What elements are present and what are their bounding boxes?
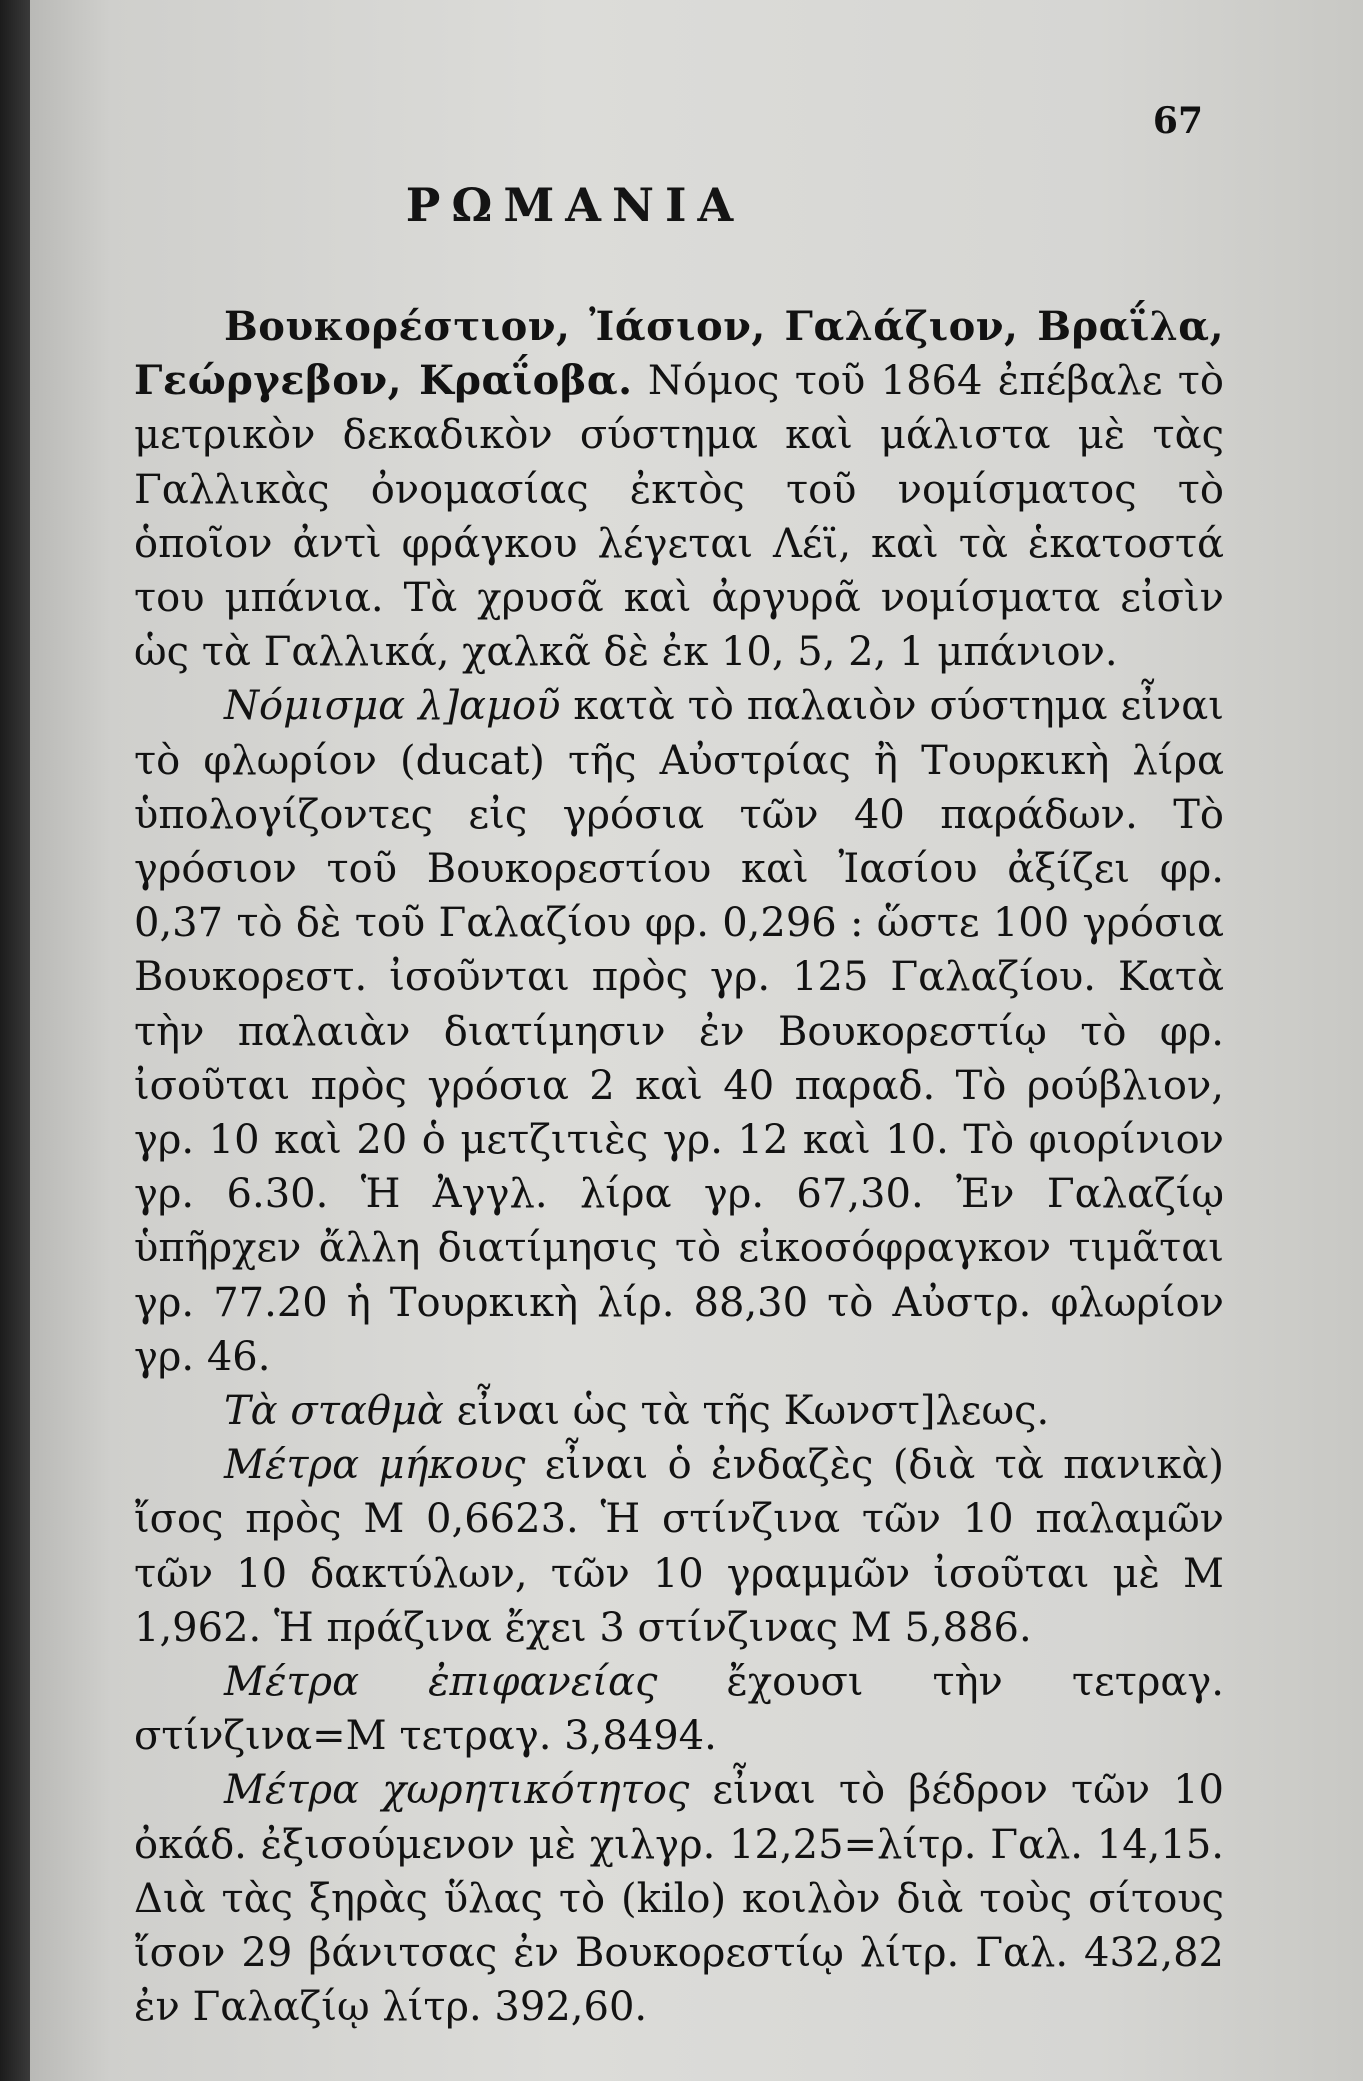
page-number: 67	[1152, 100, 1203, 142]
paragraph-capacity-measures	[134, 1763, 1224, 2034]
paragraph-lead: Νόμισμα λ]αμοῦ	[224, 683, 561, 730]
paragraph-text: εἶναι ὁ ἐνδαζὲς (διὰ τὰ πανικὰ) ἴσος πρὸς Μ 0,6623. Ἡ στίνζινα τῶν 10 παλαμῶν τῶν 10 δακτύλων, τῶν 10 γραμμῶν ἰσοῦται μὲ Μ 1,962. Ἡ πράζινα ἔχει 3 στίνζινας Μ 5,886.	[134, 1442, 1224, 1651]
paragraph-lead: Βουκορέστιον, Ἰάσιον, Γαλάζιον, Βραΐλα, Γεώργεβον, Κραΐοβα.	[134, 303, 1224, 405]
paragraph-lead: Μέτρα μήκους	[224, 1442, 526, 1489]
paragraph-text: ἔχουσι τὴν τετραγ. στίνζινα=Μ τετραγ. 3,8494.	[134, 1659, 1224, 1760]
paragraph-area-measures	[134, 1655, 1224, 1763]
book-gutter	[0, 0, 30, 2081]
book-page	[30, 0, 1363, 2081]
paragraph-lead: Τὰ σταθμὰ	[224, 1388, 444, 1435]
paragraph-lead: Μέτρα χωρητικότητος	[224, 1767, 690, 1814]
paragraph-length-measures	[134, 1438, 1224, 1655]
paragraph-currency	[134, 679, 1224, 1384]
page-title: ΡΩΜΑΝΙΑ	[405, 178, 745, 232]
paragraph-text: Νόμος τοῦ 1864 ἐπέβαλε τὸ μετρικὸν δεκαδικὸν σύστημα καὶ μάλιστα μὲ τὰς Γαλλικὰς ὀνομασίας ἐκτὸς τοῦ νομίσματος τὸ ὁποῖον ἀντὶ φράγκου λέγεται Λέϊ, καὶ τὰ ἑκατοστά του μπάνια. Τὰ χρυσᾶ καὶ ἀργυρᾶ νομίσματα εἰσὶν ὡς τὰ Γαλλικά, χαλκᾶ δὲ ἐκ 10, 5, 2, 1 μπάνιον.	[134, 358, 1224, 676]
paragraph-text: εἶναι ὡς τὰ τῆς Κωνστ]λεως.	[443, 1388, 1050, 1435]
paragraph-text: εἶναι τὸ βέδρον τῶν 10 ὀκάδ. ἐξισούμενον μὲ χιλγρ. 12,25=λίτρ. Γαλ. 14,15. Διὰ τὰς ξηρὰς ὕλας τὸ (kilo) κοιλὸν διὰ τοὺς σίτους ἴσον 29 βάνιτσας ἐν Βουκορεστίῳ λίτρ. Γαλ. 432,82 ἐν Γαλαζίῳ λίτρ. 392,60.	[134, 1767, 1224, 2031]
page-body	[134, 300, 1224, 2035]
paragraph-lead: Μέτρα ἐπιφανείας	[224, 1659, 658, 1706]
paragraph-romania-cities	[134, 300, 1224, 679]
paragraph-weights	[134, 1384, 1224, 1438]
paragraph-text: κατὰ τὸ παλαιὸν σύστημα εἶναι τὸ φλωρίον (ducat) τῆς Αὐστρίας ἢ Τουρκικὴ λίρα ὑπολογίζοντες εἰς γρόσια τῶν 40 παράδων. Τὸ γρόσιον τοῦ Βουκορεστίου καὶ Ἰασίου ἀξίζει φρ. 0,37 τὸ δὲ τοῦ Γαλαζίου φρ. 0,296 : ὥστε 100 γρόσια Βουκορεστ. ἰσοῦνται πρὸς γρ. 125 Γαλαζίου. Κατὰ τὴν παλαιὰν διατίμησιν ἐν Βουκορεστίῳ τὸ φρ. ἰσοῦται πρὸς γρόσια 2 καὶ 40 παραδ. Τὸ ρούβλιον, γρ. 10 καὶ 20 ὁ μετζιτιὲς γρ. 12 καὶ 10. Τὸ φιορίνιον γρ. 6.30. Ἡ Ἀγγλ. λίρα γρ. 67,30. Ἐν Γαλαζίῳ ὑπῆρχεν ἄλλη διατίμησις τὸ εἰκοσόφραγκον τιμᾶται γρ. 77.20 ἡ Τουρκικὴ λίρ. 88,30 τὸ Αὐστρ. φλωρίον γρ. 46.	[134, 683, 1224, 1380]
